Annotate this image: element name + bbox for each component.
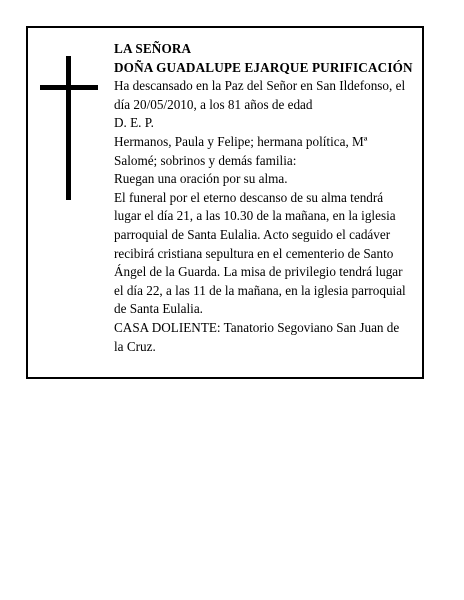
notice-line: día 20/05/2010, a los 81 años de edad — [114, 96, 313, 112]
notice-text — [114, 40, 420, 356]
obituary-notice — [26, 26, 424, 379]
deceased-name: DOÑA GUADALUPE EJARQUE PURIFICACIÓN — [114, 59, 413, 75]
notice-line: de Santa Eulalia. — [114, 301, 203, 317]
notice-line: parroquial de Santa Eulalia. Acto seguido el cadáver — [114, 226, 391, 242]
notice-heading: LA SEÑORA — [114, 41, 192, 56]
cross-icon — [40, 56, 98, 200]
cross-vertical-bar — [66, 56, 71, 200]
notice-line: recibirá cristiana sepultura en el cementerio de Santo — [114, 245, 394, 261]
cross-horizontal-bar — [40, 85, 98, 90]
notice-line: Ha descansado en la Paz del Señor en San Ildefonso, el — [114, 78, 406, 94]
notice-line: la Cruz. — [114, 338, 156, 354]
notice-line: CASA DOLIENTE: Tanatorio Segoviano San Juan de — [114, 319, 400, 335]
notice-line: El funeral por el eterno descanso de su alma tendrá — [114, 189, 384, 205]
notice-line: D. E. P. — [114, 115, 154, 131]
notice-line: Ángel de la Guarda. La misa de privilegio tendrá lugar — [114, 264, 403, 280]
notice-line: Ruegan una oración por su alma. — [114, 171, 288, 187]
notice-line: lugar el día 21, a las 10.30 de la mañana, en la iglesia — [114, 208, 396, 224]
notice-line: Hermanos, Paula y Felipe; hermana política, Mª — [114, 133, 368, 149]
notice-line: el día 22, a las 11 de la mañana, en la iglesia parroquial — [114, 282, 406, 298]
notice-line: Salomé; sobrinos y demás familia: — [114, 152, 297, 168]
